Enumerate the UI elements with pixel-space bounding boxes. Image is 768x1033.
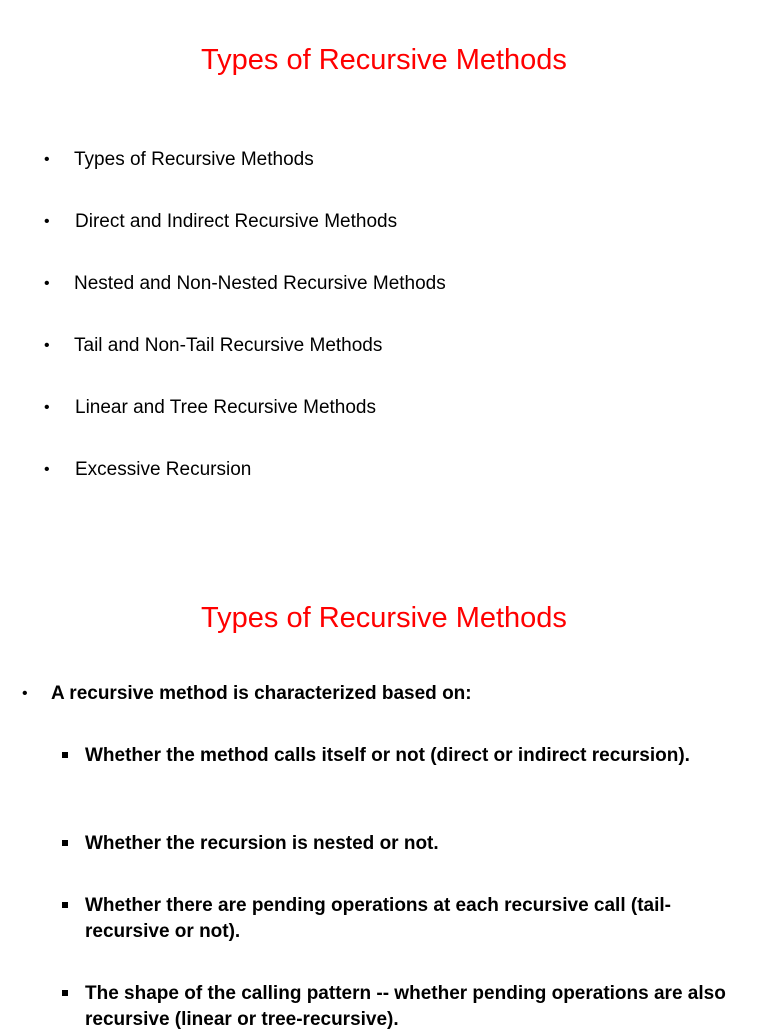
- square-bullet-icon: [62, 990, 68, 996]
- bullet-icon: •: [44, 151, 50, 168]
- bullet-text: Nested and Non-Nested Recursive Methods: [74, 273, 446, 294]
- slide-2-title: Types of Recursive Methods: [201, 602, 567, 634]
- bullet-icon: •: [44, 461, 50, 478]
- bullet-text: Types of Recursive Methods: [74, 149, 314, 170]
- sub-bullet-text: The shape of the calling pattern -- whether pending operations are also recursive (linear or tree-recursive).: [85, 983, 726, 1030]
- bullet-text: Excessive Recursion: [75, 459, 252, 480]
- sub-bullet-text: Whether there are pending operations at each recursive call (tail-recursive or not).: [85, 895, 672, 942]
- square-bullet-icon: [62, 902, 68, 908]
- square-bullet-icon: [62, 840, 68, 846]
- bullet-text: Linear and Tree Recursive Methods: [75, 397, 376, 418]
- square-bullet-icon: [62, 752, 68, 758]
- main-bullet-text: A recursive method is characterized based on:: [51, 683, 472, 704]
- bullet-icon: •: [44, 337, 50, 354]
- bullet-icon: •: [22, 685, 28, 702]
- bullet-text: Tail and Non-Tail Recursive Methods: [74, 335, 383, 356]
- sub-bullet-text: Whether the method calls itself or not (direct or indirect recursion).: [85, 745, 690, 766]
- bullet-text: Direct and Indirect Recursive Methods: [75, 211, 398, 232]
- slide-1-title: Types of Recursive Methods: [201, 44, 567, 76]
- bullet-icon: •: [44, 399, 50, 416]
- bullet-icon: •: [44, 213, 50, 230]
- bullet-icon: •: [44, 275, 50, 292]
- sub-bullet-text: Whether the recursion is nested or not.: [85, 833, 439, 854]
